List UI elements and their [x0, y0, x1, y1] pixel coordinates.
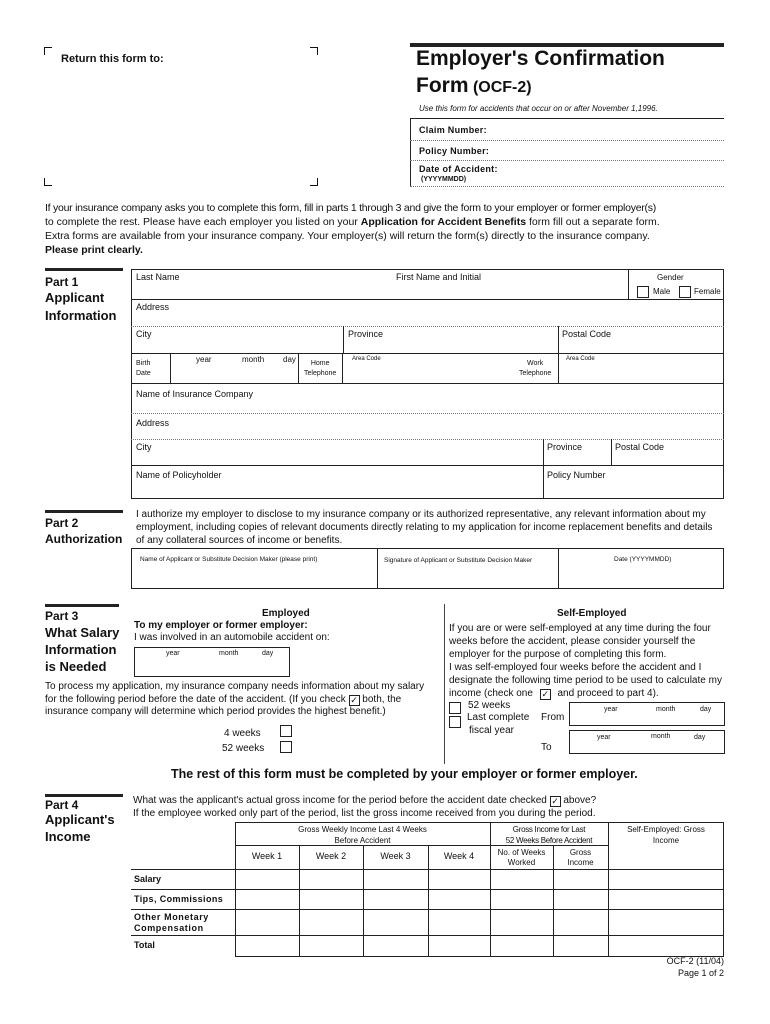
corner-mark-top-left	[44, 47, 52, 55]
four-weeks-label: 4 weeks	[224, 728, 261, 739]
part1-title-1: Applicant	[45, 290, 105, 305]
tbl-v-3	[428, 845, 429, 957]
gross-income-header	[553, 848, 608, 868]
self-check-icon: ✓	[541, 689, 549, 699]
p1-rule-6	[131, 439, 724, 440]
signature-field[interactable]: Signature of Applicant or Substitute Decision Maker	[384, 557, 533, 564]
row-other-1: Other Monetary	[134, 912, 209, 922]
date-text: Date	[136, 370, 151, 377]
work-text: Work	[527, 360, 544, 367]
process-line-1: To process my application, my insurance company needs information about my salary	[45, 681, 425, 692]
form-word: Form	[416, 74, 469, 97]
birth-month[interactable]: month	[242, 355, 265, 364]
claim-number-field[interactable]: Claim Number:	[419, 125, 487, 135]
part2-label: Part 2	[45, 516, 79, 530]
part2-title: Authorization	[45, 532, 123, 546]
birth-text: Birth	[136, 360, 151, 367]
p1-vrule-home	[298, 353, 299, 383]
col-weekly-header	[235, 824, 490, 846]
sig-vrule-2	[558, 548, 559, 589]
home-telephone-text: Telephone	[304, 370, 337, 377]
p1-rule-5	[131, 413, 724, 414]
part4-title-2: Income	[45, 829, 91, 844]
intro-line-1: If your insurance company asks you to complete this form, fill in parts 1 through 3 and give the form to your employer or former employer(s)	[45, 202, 657, 214]
corner-mark-top-right	[310, 47, 318, 55]
signature-date-field[interactable]: Date (YYYYMMDD)	[614, 556, 672, 563]
p1-rule-3	[131, 353, 724, 354]
from-month: month	[656, 706, 676, 713]
date-format-hint: (YYYYMMDD)	[421, 176, 467, 183]
employed-heading: Employed	[262, 608, 310, 619]
address-field[interactable]: Address	[136, 302, 170, 312]
row-total: Total	[134, 940, 155, 950]
to-month: month	[651, 733, 671, 740]
form-title: Employer's Confirmation	[416, 47, 665, 70]
part1-title-2: Information	[45, 308, 117, 323]
intro-paragraph	[45, 201, 730, 257]
p1-vrule-province	[343, 326, 344, 353]
authorization-text	[136, 508, 731, 547]
fiscal-year-checkbox[interactable]	[449, 716, 461, 728]
self-line-6b: and proceed to part 4).	[554, 688, 659, 699]
policy-number-field[interactable]: Policy Number:	[419, 146, 490, 156]
intro-line-2c: form fill out a separate form.	[526, 216, 660, 228]
auth-line-3: of any collateral sources of income or benefits.	[136, 535, 343, 546]
q-line-1	[133, 795, 728, 808]
fiscal-line-2: fiscal year	[469, 724, 515, 736]
process-line-2a: for the following period before the date of the accident. (If you check	[45, 693, 349, 705]
female-checkbox[interactable]	[679, 286, 691, 298]
last-name-field[interactable]: Last Name	[136, 272, 180, 282]
birth-label	[136, 359, 151, 379]
part2-bar	[45, 510, 123, 513]
tbl-v-2	[363, 845, 364, 957]
fiftytwo-weeks-label: 52 weeks	[222, 743, 265, 754]
week-1-header: Week 1	[251, 851, 283, 861]
insurance-city-field[interactable]: City	[136, 442, 152, 452]
part1-bar	[45, 268, 123, 271]
work-telephone-text: Telephone	[519, 370, 552, 377]
fiscal-year-label	[467, 712, 529, 737]
week-4-header: Week 4	[443, 851, 475, 861]
row-other-monetary	[134, 912, 209, 934]
claim-left-rule	[410, 118, 411, 186]
part3-title-1: What Salary	[45, 625, 120, 640]
part4-question	[133, 795, 728, 820]
part4-label: Part 4	[45, 798, 79, 812]
page-number: Page 1 of 2	[677, 968, 724, 978]
province-field[interactable]: Province	[348, 329, 384, 339]
to-year: year	[597, 734, 611, 741]
self-line-1: If you are or were self-employed at any time during the four	[449, 623, 711, 634]
claim-top-rule	[410, 118, 724, 119]
col-self-header	[608, 824, 724, 846]
insurance-company-field[interactable]: Name of Insurance Company	[136, 389, 254, 399]
accident-year: year	[166, 650, 180, 657]
rest-notice: The rest of this form must be completed by your employer or former employer.	[171, 767, 638, 781]
p1-rule-4	[131, 383, 724, 384]
use-note: Use this form for accidents that occur on or after November 1,1996.	[419, 104, 658, 113]
accident-day: day	[262, 650, 274, 657]
birth-year[interactable]: year	[196, 355, 212, 364]
p1-vrule-ins-province	[543, 439, 544, 499]
no-weeks-2: Worked	[507, 858, 536, 867]
self-employed-heading: Self-Employed	[557, 608, 627, 619]
from-year: year	[604, 706, 618, 713]
insurance-address-field[interactable]: Address	[136, 418, 170, 428]
work-telephone-label	[519, 359, 551, 379]
return-this-form-label: Return this form to:	[61, 53, 164, 65]
p1-vrule-home2	[342, 353, 343, 383]
insurance-province-field[interactable]: Province	[547, 442, 583, 452]
from-day: day	[700, 706, 712, 713]
row-tips: Tips, Commissions	[134, 894, 224, 904]
part3-title-2: Information	[45, 642, 117, 657]
self-52-weeks-label: 52 weeks	[468, 700, 511, 711]
self-line-6a: income (check one	[449, 688, 536, 699]
signature-block	[131, 548, 724, 589]
p1-vrule-ins-postal	[611, 439, 612, 465]
accident-month: month	[219, 650, 239, 657]
row-salary: Salary	[134, 874, 162, 884]
self-employed-paragraph	[449, 622, 729, 700]
intro-line-2-bold: Application for Accident Benefits	[360, 216, 527, 228]
p1-vrule-work	[558, 353, 559, 383]
col-self-2: Income	[652, 836, 680, 845]
q-line-2: If the employee worked only part of the period, list the gross income received from you during the period.	[133, 807, 596, 819]
policy-number-field-p1[interactable]: Policy Number	[547, 470, 606, 480]
process-line-3: insurance company will determine which period provides the highest benefit.)	[45, 706, 386, 717]
process-line-2b: both, the	[359, 693, 402, 705]
intro-line-2a: to complete the rest. Please have each employer you listed on your	[45, 216, 361, 228]
col-last-1: Gross Income for Last	[512, 825, 586, 834]
gross-2: Income	[567, 858, 594, 867]
intro-line-4: Please print clearly.	[45, 244, 143, 256]
intro-line-2	[45, 215, 730, 229]
self-52-weeks-checkbox[interactable]	[449, 702, 461, 714]
four-weeks-checkbox[interactable]	[280, 725, 292, 737]
p1-vrule-gender	[628, 269, 629, 299]
postal-code-field[interactable]: Postal Code	[562, 329, 612, 339]
sig-vrule-1	[377, 548, 378, 589]
p1-rule-1	[131, 299, 724, 300]
claim-rule	[410, 140, 724, 141]
date-of-accident-field[interactable]: Date of Accident:	[419, 164, 498, 174]
q-line-1a: What was the applicant's actual gross income for the period before the accident date checked	[133, 795, 550, 806]
process-line-2	[45, 694, 445, 707]
inline-check-icon: ✓	[350, 694, 358, 705]
date-rule	[410, 186, 724, 187]
col-weekly-2: Before Accident	[334, 836, 391, 845]
form-code: (OCF-2)	[472, 79, 532, 96]
col-weekly-1: Gross Weekly Income Last 4 Weeks	[298, 825, 427, 834]
fiscal-line-1: Last complete	[467, 712, 530, 723]
home-area-code[interactable]: Area Code	[352, 356, 381, 362]
birth-day[interactable]: day	[283, 355, 296, 364]
home-telephone-label	[304, 359, 336, 379]
female-label: Female	[694, 287, 721, 296]
fiftytwo-weeks-checkbox[interactable]	[280, 741, 292, 753]
from-label: From	[541, 712, 565, 723]
employed-subheading: To my employer or former employer:	[134, 620, 308, 631]
col-self-1: Self-Employed: Gross	[627, 825, 705, 834]
p1-vrule-postal	[558, 326, 559, 353]
self-line-6	[449, 687, 729, 700]
process-paragraph	[45, 681, 445, 719]
male-label: Male	[653, 287, 671, 296]
work-area-code[interactable]: Area Code	[566, 356, 595, 362]
city-field[interactable]: City	[136, 329, 152, 339]
first-name-field[interactable]: First Name and Initial	[396, 272, 482, 282]
col-last-2: 52 Weeks Before Accident	[505, 836, 593, 845]
p1-rule-7	[131, 465, 724, 466]
policyholder-field[interactable]: Name of Policyholder	[136, 470, 222, 480]
p1-vrule-birth	[170, 353, 171, 383]
auth-line-1: I authorize my employer to disclose to my insurance company or its authorized representative, any relevant information about my	[136, 509, 706, 520]
policy-rule	[410, 160, 724, 161]
gross-1: Gross	[569, 848, 592, 857]
q-line-1b: above?	[560, 795, 597, 806]
self-line-5: designate the following time period to be used to calculate my	[449, 675, 722, 686]
part4-title-1: Applicant's	[45, 812, 115, 827]
auth-line-2: employment, including copies of relevant documents directly relating to my application for income replacement benefits and details	[136, 522, 713, 533]
home-text: Home	[310, 360, 330, 367]
part1-label: Part 1	[45, 275, 79, 289]
q-check-icon: ✓	[551, 796, 559, 806]
self-line-3: employer for the purpose of completing this form.	[449, 649, 667, 660]
week-2-header: Week 2	[315, 851, 347, 861]
corner-mark-bottom-left	[44, 178, 52, 186]
p1-rule-2	[131, 326, 724, 327]
applicant-name-field[interactable]: Name of Applicant or Substitute Decision Maker (please print)	[140, 556, 318, 563]
corner-mark-bottom-right	[310, 178, 318, 186]
to-label: To	[541, 742, 552, 753]
to-day: day	[694, 734, 706, 741]
insurance-postal-field[interactable]: Postal Code	[615, 442, 665, 452]
intro-line-3: Extra forms are available from your insurance company. Your employer(s) will return the form(s) directly to the insurance company.	[45, 230, 650, 242]
no-weeks-1: No. of Weeks	[497, 848, 546, 857]
part3-label: Part 3	[45, 609, 79, 623]
part3-divider	[444, 604, 445, 764]
form-code-footer: OCF-2 (11/04)	[666, 956, 724, 966]
employed-text: I was involved in an automobile accident on:	[134, 632, 330, 643]
form-subtitle	[416, 73, 532, 101]
gender-label: Gender	[657, 273, 684, 282]
week-3-header: Week 3	[380, 851, 411, 861]
self-line-4: I was self-employed four weeks before the accident and I	[449, 662, 702, 673]
row-other-2: Compensation	[134, 923, 204, 933]
col-last-header	[490, 824, 608, 846]
no-weeks-header	[490, 848, 553, 868]
male-checkbox[interactable]	[637, 286, 649, 298]
tbl-v-1	[299, 845, 300, 957]
part3-title-3: is Needed	[45, 659, 107, 674]
self-line-2: weeks before the accident, please consider yourself the	[449, 636, 696, 647]
